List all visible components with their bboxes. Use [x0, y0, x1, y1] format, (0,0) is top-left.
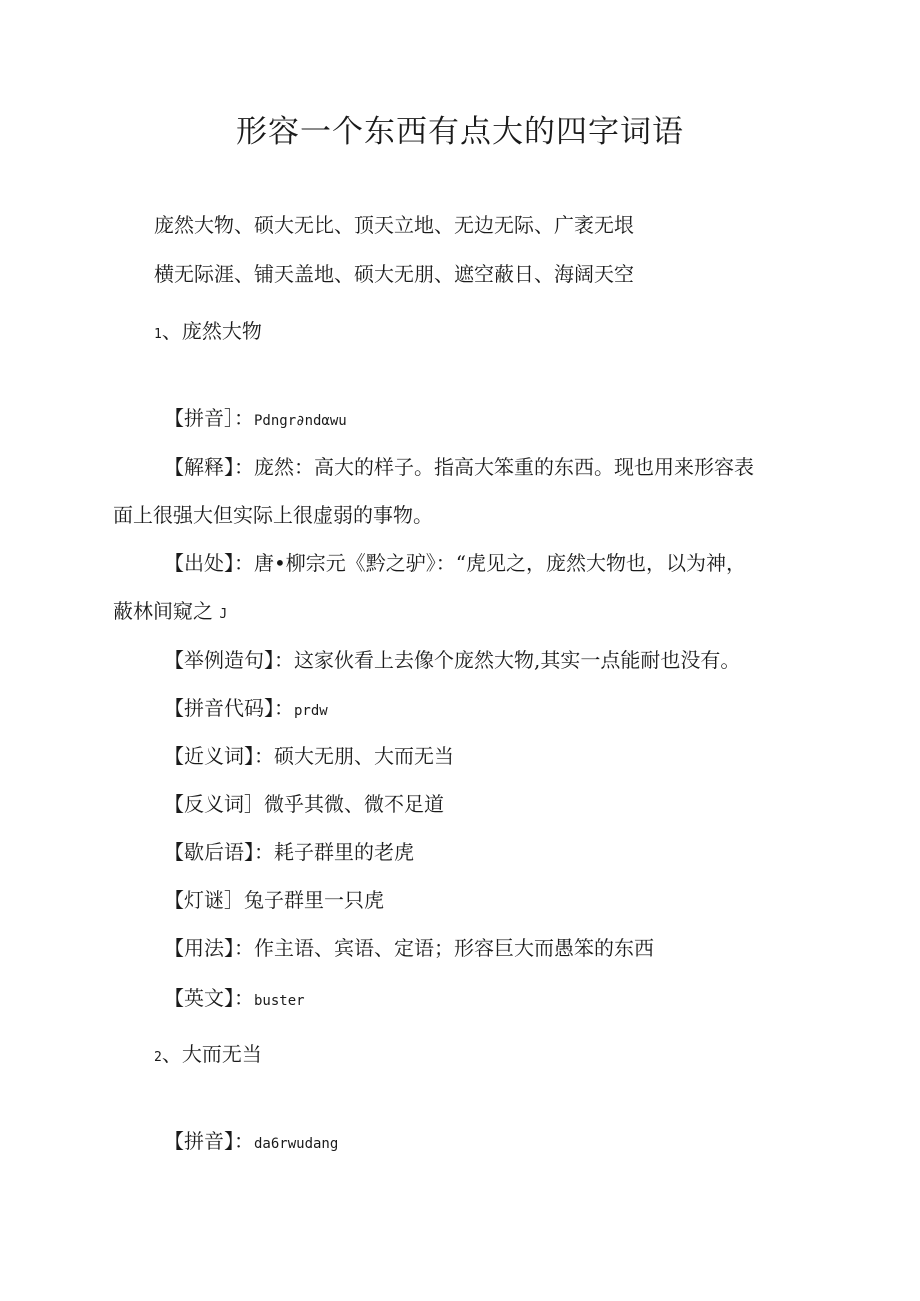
entry-1-xiehouyu [164, 838, 414, 866]
entry-2-number: 2 [154, 1050, 162, 1065]
entry-2-title: 、大而无当 [161, 1042, 262, 1066]
entry-1-english [164, 984, 305, 1015]
entry-1-riddle [164, 886, 384, 914]
summary-line-2: 横无际涯、铺天盖地、硕大无朋、遮空蔽日、海阔天空 [154, 262, 634, 286]
antonym-text: 微乎其微、微不足道 [264, 792, 444, 816]
entry-1-usage [164, 934, 654, 962]
entry-1-explain-line-1 [164, 453, 754, 481]
usage-text: 作主语、宾语、定语；形容巨大而愚笨的东西 [254, 936, 654, 960]
entry-1-pinyin-code [164, 694, 328, 725]
entry-1-source-line-2 [113, 597, 227, 629]
explain-label: 【解释】： [164, 455, 254, 479]
entry-2-pinyin-value: da6rwudang [254, 1136, 339, 1152]
entry-1-number: 1 [154, 327, 162, 342]
entry-1-antonym [164, 790, 444, 818]
xiehouyu-label: 【歇后语】： [164, 840, 274, 864]
entry-2-pinyin-label: 【拼音】： [164, 1129, 254, 1153]
source-label: 【出处】： [164, 551, 254, 575]
entry-1-example [164, 646, 740, 674]
code-value: prdw [294, 703, 328, 719]
source-text-1: 唐•柳宗元《黔之驴》：“虎见之，庞然大物也，以为神， [254, 551, 747, 575]
entry-2-heading [154, 1040, 262, 1072]
summary-line-1: 庞然大物、硕大无比、顶天立地、无边无际、广袤无垠 [154, 213, 634, 237]
synonym-text: 硕大无朋、大而无当 [274, 744, 454, 768]
example-label: 【举例造句】： [164, 648, 294, 672]
example-text: 这家伙看上去像个庞然大物,其实一点能耐也没有。 [294, 648, 741, 672]
page-title: 形容一个东西有点大的四字词语 [236, 114, 684, 150]
pinyin-label: 【拼音］： [164, 406, 254, 430]
riddle-text: 兔子群里一只虎 [244, 888, 384, 912]
entry-2-pinyin [164, 1127, 338, 1158]
xiehouyu-text: 耗子群里的老虎 [274, 840, 414, 864]
entry-1-source-line-1 [164, 549, 746, 577]
entry-1-synonym [164, 742, 454, 770]
entry-1-title: 、庞然大物 [161, 319, 262, 343]
antonym-label: 【反义词］ [164, 792, 264, 816]
entry-1-explain-line-2: 面上很强大但实际上很虚弱的事物。 [113, 503, 433, 527]
explain-text-1: 庞然：高大的样子。指高大笨重的东西。现也用来形容表 [254, 455, 754, 479]
entry-1-heading [154, 317, 262, 349]
synonym-label: 【近义词】： [164, 744, 274, 768]
code-label: 【拼音代码】： [164, 696, 294, 720]
source-text-2: 蔽林间窥之 [113, 599, 213, 623]
usage-label: 【用法】： [164, 936, 254, 960]
riddle-label: 【灯谜］ [164, 888, 244, 912]
entry-1-pinyin [164, 404, 347, 435]
english-text: buster [254, 993, 305, 1009]
source-end-mark: J [219, 607, 228, 622]
pinyin-value: Pdngr∂ndαwu [254, 413, 347, 429]
english-label: 【英文】： [164, 986, 254, 1010]
